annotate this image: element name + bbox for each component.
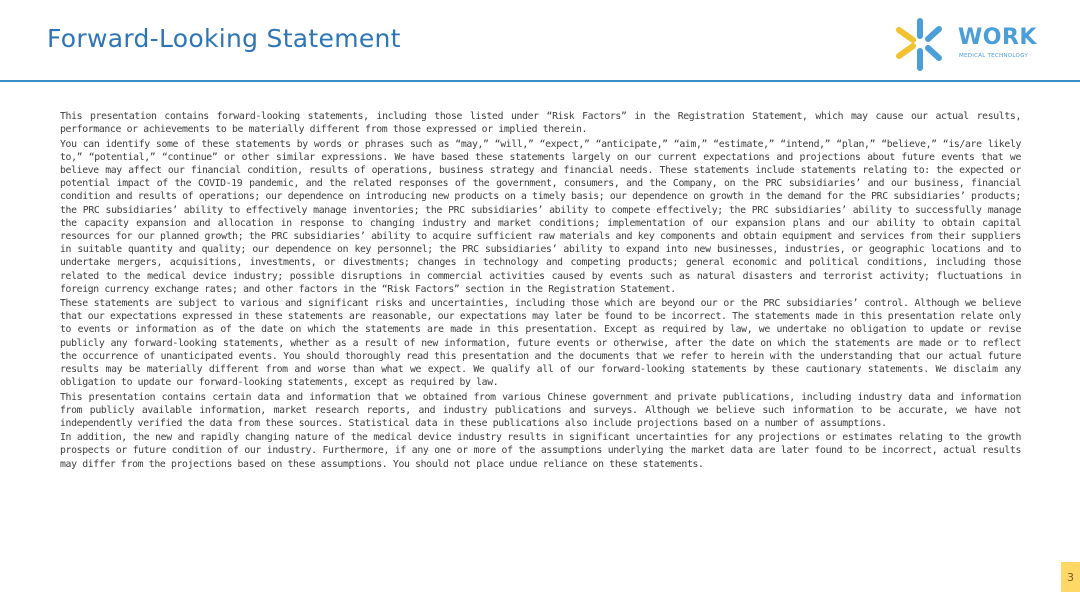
paragraph: In addition, the new and rapidly changing nature of the medical device industry results in significant uncertainties for any projections or estimates relating to the growth prospects or future condition of our industry. Furthermore, if any one or more of the assumptions underlying the market data are later found to be incorrect, actual results may differ from the projections based on these assumptions. You should not place undue reliance on these statements. bbox=[60, 432, 1021, 470]
logo-mark-icon bbox=[893, 16, 953, 74]
header-divider bbox=[0, 80, 1080, 82]
page-title: Forward-Looking Statement bbox=[47, 24, 401, 53]
logo-tagline: MEDICAL TECHNOLOGY bbox=[959, 53, 1028, 59]
logo-wordmark: WORK bbox=[958, 25, 1037, 50]
company-logo bbox=[893, 16, 1043, 74]
paragraph: This presentation contains certain data and information that we obtained from various Chinese government and private publications, including industry data and information from publicly available information, market research reports, and industry publications and surveys. Although we believe such information to be accurate, we have not independently verified the data from these sources. Statistical data in these publications also include projections based on a number of assumptions. bbox=[60, 391, 1021, 429]
paragraph: This presentation contains forward-looking statements, including those listed under “Risk Factors” in the Registration Statement, which may cause our actual results, performance or achievements to be materially different from those expressed or implied therein. bbox=[60, 111, 1021, 136]
statement-body bbox=[60, 110, 1021, 472]
paragraph: These statements are subject to various and significant risks and uncertainties, including those which are beyond our or the PRC subsidiaries’ control. Although we believe that our expectations expressed in these statements are reasonable, our expectations may later be found to be incorrect. The statements made in this presentation relate only to events or information as of the date on which the statements are made in this presentation. Except as required by law, we undertake no obligation to update or revise publicly any forward-looking statements, whether as a result of new information, future events or otherwise, after the date on which the statements are made or to reflect the occurrence of unanticipated events. You should thoroughly read this presentation and the documents that we refer to herein with the understanding that our actual future results may be materially different from and worse than what we expect. We qualify all of our forward-looking statements by these cautionary statements. We disclaim any obligation to update our forward-looking statements, except as required by law. bbox=[60, 298, 1021, 389]
page-number-badge: 3 bbox=[1061, 562, 1080, 592]
paragraph: You can identify some of these statements by words or phrases such as “may,” “will,” “expect,” “anticipate,” “aim,” “estimate,” “intend,” “plan,” “believe,” “is/are likely to,” “potential,” “continue” or other similar expressions. We have based these statements largely on our current expectations and projections about future events that we believe may affect our financial condition, results of operations, business strategy and financial needs. These statements include statements relating to: the expected or potential impact of the COVID-19 pandemic, and the related responses of the government, consumers, and the Company, on the PRC subsidiaries’ and our business, financial condition and results of operations; our dependence on introducing new products on a timely basis; our dependence on growth in the demand for the PRC subsidiaries’ products; the PRC subsidiaries’ ability to effectively manage inventories; the PRC subsidiaries’ ability to compete effectively; the PRC subsidiaries’ ability to successfully manage the capacity expansion and allocation in response to changing industry and market conditions; implementation of our expansion plans and our ability to obtain capital resources for our planned growth; the PRC subsidiaries’ ability to acquire sufficient raw materials and key components and obtain equipment and services from their suppliers in suitable quantity and quality; our dependence on key personnel; the PRC subsidiaries’ ability to expand into new businesses, industries, or geographic locations and to undertake mergers, acquisitions, investments, or divestments; changes in technology and competing products; general economic and political conditions, including those related to the medical device industry; possible disruptions in commercial activities caused by events such as natural disasters and terrorist activity; fluctuations in foreign currency exchange rates; and other factors in the “Risk Factors” section in the Registration Statement. bbox=[60, 138, 1021, 295]
